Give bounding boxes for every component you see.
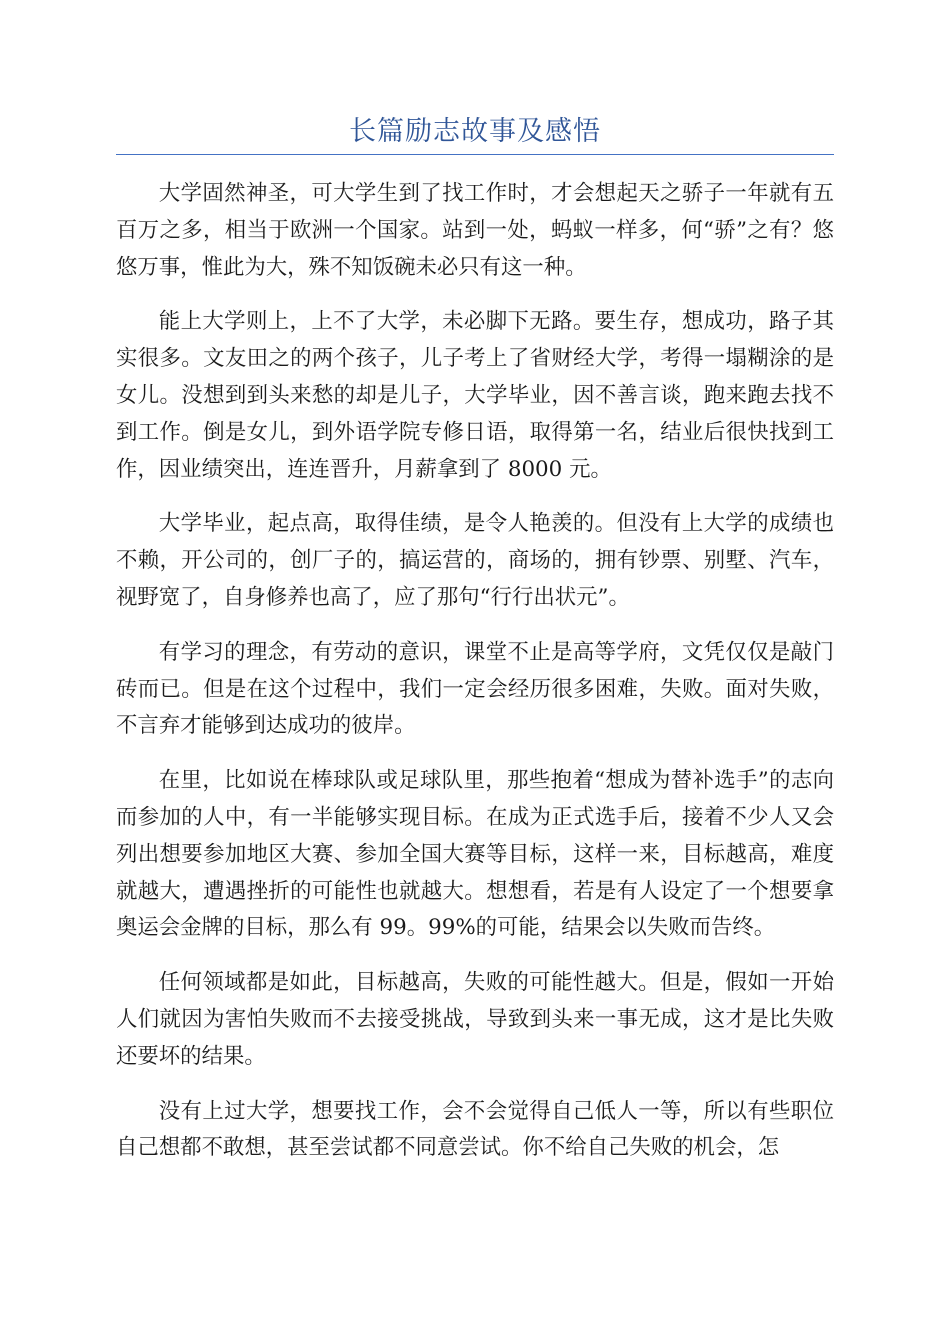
paragraph: 没有上过大学，想要找工作，会不会觉得自己低人一等，所以有些职位自己想都不敢想，甚至尝试都不同意尝试。你不给自己失败的机会，怎 (116, 1098, 834, 1161)
paragraph: 大学毕业，起点高，取得佳绩，是令人艳羡的。但没有上大学的成绩也不赖，开公司的，创厂子的，搞运营的，商场的，拥有钞票、别墅、汽车，视野宽了，自身修养也高了，应了那句“行行出状元”。 (116, 511, 834, 610)
paragraph: 能上大学则上，上不了大学，未必脚下无路。要生存，想成功，路子其实很多。文友田之的两个孩子，儿子考上了省财经大学，考得一塌糊涂的是女儿。没想到到头来愁的却是儿子，大学毕业，因不善言谈，跑来跑去找不到工作。倒是女儿，到外语学院专修日语，取得第一名，结业后很快找到工作，因业绩突出，连连晋升，月薪拿到了 8000 元。 (116, 309, 834, 482)
paragraph: 大学固然神圣，可大学生到了找工作时，才会想起天之骄子一年就有五百万之多，相当于欧洲一个国家。站到一处，蚂蚁一样多，何“骄”之有？悠悠万事，惟此为大，殊不知饭碗未必只有这一种。 (116, 181, 834, 280)
title-underline (116, 154, 834, 155)
paragraph: 在里，比如说在棒球队或足球队里，那些抱着“想成为替补选手”的志向而参加的人中，有一半能够实现目标。在成为正式选手后，接着不少人又会列出想要参加地区大赛、参加全国大赛等目标，这样一来，目标越高，难度就越大，遭遇挫折的可能性也就越大。想想看，若是有人设定了一个想要拿奥运会金牌的目标，那么有 99。99%的可能，结果会以失败而告终。 (116, 768, 834, 941)
document-body (116, 176, 834, 1185)
document-title: 长篇励志故事及感悟 (349, 116, 601, 147)
paragraph: 有学习的理念，有劳动的意识，课堂不止是高等学府，文凭仅仅是敲门砖而已。但是在这个过程中，我们一定会经历很多困难，失败。面对失败，不言弃才能够到达成功的彼岸。 (116, 639, 834, 739)
paragraph: 任何领域都是如此，目标越高，失败的可能性越大。但是，假如一开始人们就因为害怕失败而不去接受挑战，导致到头来一事无成，这才是比失败还要坏的结果。 (116, 970, 834, 1069)
